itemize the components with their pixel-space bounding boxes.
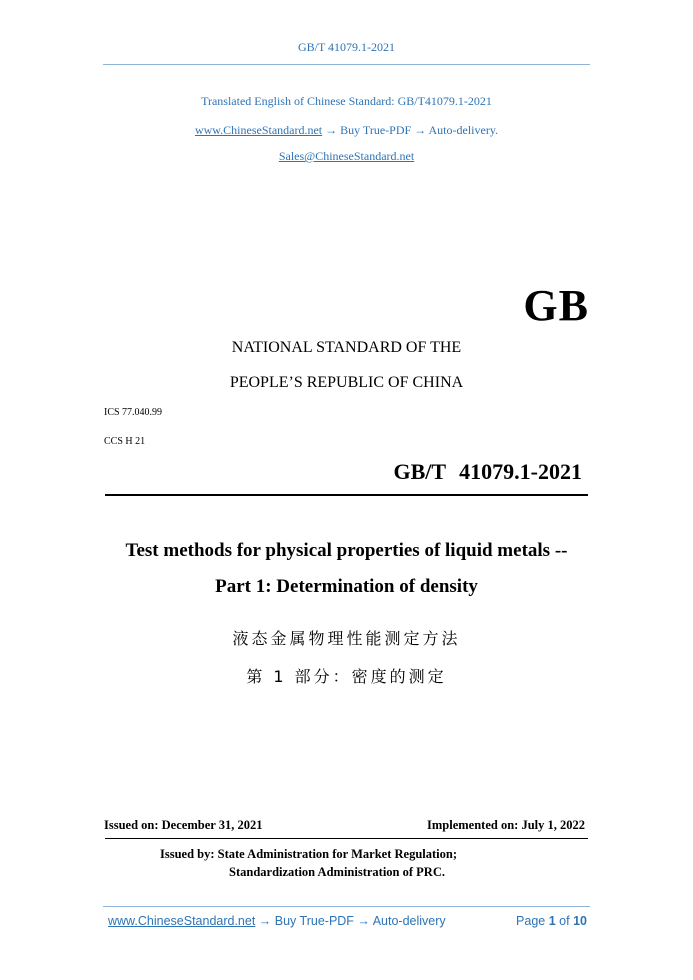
footer-promo — [108, 914, 446, 928]
english-title-line2: Part 1: Determination of density — [215, 576, 478, 597]
english-title-line1: Test methods for physical properties of liquid metals -- — [125, 540, 568, 561]
chinese-title-line2: 第 1 部分：密度的测定 — [246, 667, 447, 686]
national-standard-line1: NATIONAL STANDARD OF THE — [231, 339, 462, 356]
page-number: 1 — [548, 914, 556, 928]
issued-by-line1: Issued by: State Administration for Market Regulation; — [160, 847, 457, 861]
issuance-rule — [105, 838, 588, 839]
page-of: of — [559, 914, 570, 928]
sales-email-link[interactable]: Sales@ChineseStandard.net — [278, 149, 415, 163]
promo-line — [0, 123, 693, 138]
page-indicator — [516, 914, 587, 928]
footer-site-link[interactable]: www.ChineseStandard.net — [108, 914, 256, 928]
national-standard-line2: PEOPLE’S REPUBLIC OF CHINA — [229, 374, 464, 391]
standard-number-rule — [105, 494, 588, 496]
sales-line — [0, 149, 693, 164]
implemented-on-date: Implemented on: July 1, 2022 — [427, 818, 585, 832]
ics-code: ICS 77.040.99 — [104, 407, 163, 418]
site-link[interactable]: www.ChineseStandard.net — [194, 123, 323, 137]
footer-divider — [103, 906, 590, 907]
translation-notice: Translated English of Chinese Standard: GB/T41079.1-2021 — [201, 94, 492, 108]
standard-number: GB/T 41079.1-2021 — [393, 459, 582, 484]
footer-promo-text: → Buy True-PDF → Auto-delivery — [255, 914, 446, 928]
issued-on-date: Issued on: December 31, 2021 — [104, 818, 263, 832]
page-total: 10 — [573, 914, 587, 928]
promo-text: → Buy True-PDF → Auto-delivery. — [322, 123, 499, 137]
chinese-title-line1: 液态金属物理性能测定方法 — [232, 629, 461, 648]
header-divider — [103, 64, 590, 65]
header-standard-code: GB/T 41079.1-2021 — [297, 40, 396, 54]
page-label: Page — [516, 914, 546, 928]
gb-logo: GB — [523, 281, 589, 330]
ccs-code: CCS H 21 — [104, 436, 146, 447]
issued-by-line2: Standardization Administration of PRC. — [229, 865, 445, 879]
